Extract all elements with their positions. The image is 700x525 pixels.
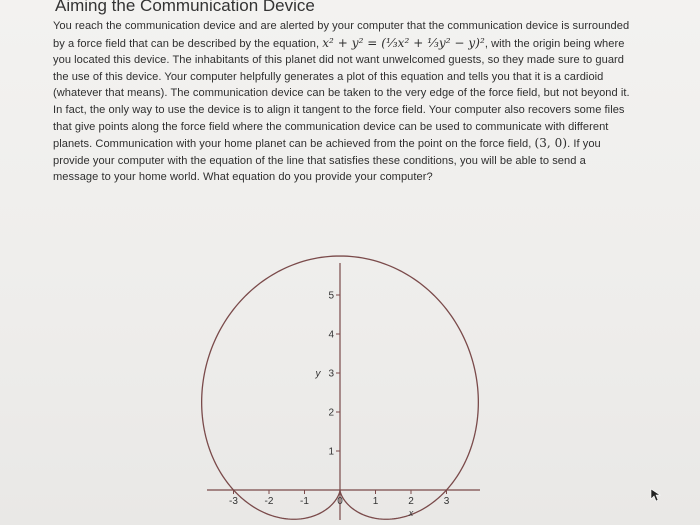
- x-tick-label: -2: [264, 496, 274, 507]
- page-title: Aiming the Communication Device: [55, 0, 315, 15]
- y-tick-label: 3: [328, 368, 334, 380]
- problem-text-part1: You reach the communication device and are alerted by your computer that the communication device is surrounded by a force field that can be described by the equation,: [53, 20, 630, 50]
- x-tick-label: -1: [300, 496, 309, 507]
- problem-text: [53, 18, 631, 186]
- y-tick-label: 5: [328, 290, 334, 302]
- x-tick-label: 3: [443, 496, 450, 507]
- plot-axes: [207, 263, 480, 520]
- x-tick-label: 0: [337, 496, 343, 507]
- y-tick-label: 1: [328, 446, 334, 458]
- x-tick-label: 2: [408, 496, 414, 507]
- y-axis-label: y: [315, 368, 321, 380]
- force-field-equation: x² + y² = (⅓x² + ⅓y² − y)²: [322, 35, 485, 50]
- problem-text-part3: . If you provide your computer with the equation of the line that satisfies these conditions, you will be able to send a message to your home world. What equation do you provide your computer?: [53, 138, 601, 184]
- point-coordinates: (3, 0): [534, 136, 568, 151]
- mouse-cursor-icon: [650, 488, 662, 502]
- x-tick-label: 1: [372, 496, 379, 507]
- y-tick-label: 2: [328, 407, 334, 419]
- y-tick-label: 4: [328, 329, 334, 341]
- x-axis-label: x: [408, 508, 414, 518]
- x-tick-label: -3: [229, 496, 238, 507]
- cardioid-plot: [195, 255, 495, 525]
- plot-ticks: [229, 291, 450, 519]
- problem-text-part2: , with the origin being where you located this device. The inhabitants of this planet did not want unwelcomed guests, so they made sure to guard the use of this device. Your computer helpfully generates a plot of this equation and tells you that it is a cardioid (whatever that means). The communication device can be taken to the very edge of the force field, but not beyond it. In fact, the only way to use the device is to align it tangent to the force field. Your computer also recovers some files that give points along the force field where the communication device can be used to communicate with different planets. Communication with your home planet can be achieved from the point on the force field,: [53, 37, 630, 151]
